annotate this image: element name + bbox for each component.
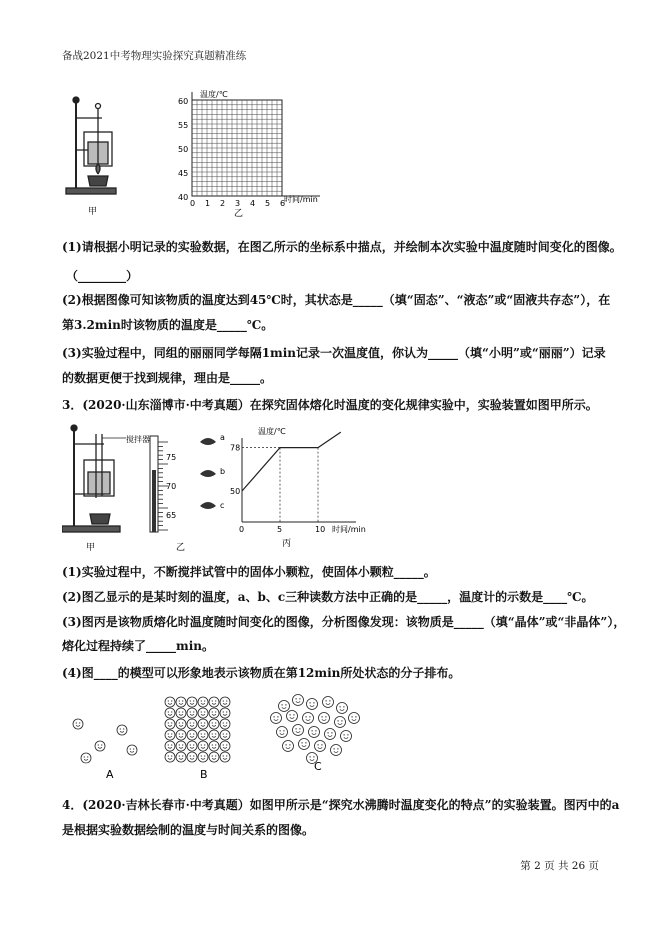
p3-q3-line2: 熔化过程持续了_____min。 <box>62 639 214 653</box>
q3-line1: (3)实验过程中，同组的丽丽同学每隔1min记录一次温度值，你认为_____（填“小明”或“丽丽”）记录 <box>62 346 606 360</box>
problem4-line1: 4．(2020·吉林长春市·中考真题）如图甲所示是“探究水沸腾时温度变化的特点”的实验装置。图丙中的a <box>62 798 620 812</box>
molecule-icon <box>323 697 334 708</box>
fig1-y-tick: 50 <box>178 145 189 154</box>
q1-line1: (1)请根据小明记录的实验数据，在图乙所示的坐标系中描点，并绘制本次实验中温度随时间变化的图像。 <box>62 240 622 254</box>
molecule-icon <box>73 719 83 729</box>
molecule-icon <box>187 708 197 718</box>
molecule-icon <box>165 719 175 729</box>
molecule-icon <box>176 730 186 740</box>
eye-label: c <box>220 501 225 510</box>
molecule-icon <box>187 697 197 707</box>
molecule-icon <box>209 752 219 762</box>
fig2-label-jia: 甲 <box>86 543 96 553</box>
molecule-icon <box>198 708 208 718</box>
molecule-icon <box>176 697 186 707</box>
p3-q3-line1: (3)图丙是该物质熔化时温度随时间变化的图像，分析图像发现：该物质是_____（填“晶体”或“非晶体”）， <box>62 615 626 629</box>
molecule-icon <box>198 719 208 729</box>
fig1-x-tick: 3 <box>235 199 241 208</box>
thermometer-tick-label: 75 <box>166 453 177 462</box>
molecule-icon <box>315 741 326 752</box>
model-c-liquid <box>271 695 360 764</box>
molecule-icon <box>95 741 105 751</box>
q2-line2: 第3.2min时该物质的温度是_____℃。 <box>62 318 274 332</box>
molecule-icon <box>176 719 186 729</box>
fig1-x-axis-label: 时间/min <box>284 195 318 204</box>
molecule-icon <box>335 717 346 728</box>
molecule-icon <box>220 752 230 762</box>
fig2-label-yi: 乙 <box>176 543 186 553</box>
molecule-icon <box>165 741 175 751</box>
molecule-icon <box>220 708 230 718</box>
temperature-grid <box>192 92 320 196</box>
page-header: 备战2021中考物理实验探究真题精准练 <box>62 50 247 62</box>
molecule-icon <box>198 697 208 707</box>
fig1-x-tick: 2 <box>220 199 226 208</box>
molecule-icon <box>220 730 230 740</box>
melting-graph <box>242 432 356 522</box>
molecule-icon <box>187 741 197 751</box>
fig1-x-tick: 6 <box>280 199 286 208</box>
molecule-icon <box>187 719 197 729</box>
graph-x-tick: 10 <box>315 525 326 534</box>
molecule-icon <box>187 730 197 740</box>
molecule-icon <box>176 708 186 718</box>
molecule-icon <box>176 741 186 751</box>
fig2-stirrer-label: 搅拌器 <box>126 435 150 444</box>
fig1-y-tick: 55 <box>178 121 189 130</box>
fig1-x-tick: 4 <box>250 199 256 208</box>
molecule-icon <box>117 725 127 735</box>
fig1-x-tick: 0 <box>190 199 196 208</box>
molecule-icon <box>81 753 91 763</box>
molecule-icon <box>220 697 230 707</box>
thermometer-tick-label: 70 <box>166 482 177 491</box>
p3-q4: (4)图____的模型可以形象地表示该物质在第12min所处状态的分子排布。 <box>62 666 461 680</box>
molecule-models <box>62 688 372 784</box>
fig1-x-tick: 5 <box>265 199 271 208</box>
molecule-icon <box>279 701 290 712</box>
molecule-icon <box>209 697 219 707</box>
melting-apparatus-drawing <box>62 425 126 532</box>
figure-1 <box>62 88 332 223</box>
eye-icon <box>200 470 216 477</box>
problem4-line2: 是根据实验数据绘制的温度与时间关系的图像。 <box>62 823 315 837</box>
thermometer-tick-label: 65 <box>166 511 177 520</box>
q3-line2: 的数据更便于找到规律，理由是_____。 <box>62 371 273 385</box>
heating-apparatus-drawing <box>66 97 116 194</box>
eye-label: b <box>220 467 226 476</box>
fig1-y-axis-label: 温度/℃ <box>200 90 228 99</box>
molecule-icon <box>198 741 208 751</box>
molecule-icon <box>277 727 288 738</box>
graph-x-axis-label: 时间/min <box>332 525 366 534</box>
molecule-icon <box>283 741 294 752</box>
fig1-label-yi: 乙 <box>234 209 244 219</box>
fig1-x-tick: 1 <box>205 199 211 208</box>
eye-label: a <box>220 433 225 442</box>
molecule-icon <box>209 708 219 718</box>
molecule-icon <box>287 711 298 722</box>
model-label-b: B <box>200 768 208 781</box>
page-footer: 第 2 页 共 26 页 <box>520 860 599 872</box>
problem3-title: 3．(2020·山东淄博市·中考真题）在探究固体熔化时温度的变化规律实验中，实验装置如图甲所示。 <box>62 398 598 412</box>
molecule-icon <box>165 752 175 762</box>
fig1-y-tick: 40 <box>178 193 189 202</box>
model-a-gas <box>73 719 137 763</box>
graph-y-axis-label: 温度/℃ <box>258 427 286 436</box>
molecule-icon <box>198 752 208 762</box>
eye-icon <box>200 438 216 445</box>
q2-line1: (2)根据图像可知该物质的温度达到45℃时，其状态是_____（填“固态”、“液态”或“固液共存态”），在 <box>62 293 611 307</box>
molecule-icon <box>337 703 348 714</box>
graph-line <box>242 432 341 491</box>
figure-2 <box>62 418 372 553</box>
graph-y-tick: 50 <box>230 487 241 496</box>
model-b-solid <box>165 697 230 762</box>
molecule-icon <box>331 745 342 756</box>
molecule-icon <box>293 725 304 736</box>
fig1-y-tick: 60 <box>178 97 189 106</box>
graph-x-tick: 0 <box>239 525 245 534</box>
molecule-icon <box>165 708 175 718</box>
molecule-icon <box>165 730 175 740</box>
graph-x-tick: 5 <box>277 525 283 534</box>
molecule-icon <box>220 719 230 729</box>
molecule-icon <box>209 719 219 729</box>
model-label-c: C <box>314 760 322 773</box>
molecule-icon <box>127 745 137 755</box>
molecule-icon <box>209 730 219 740</box>
molecule-icon <box>209 741 219 751</box>
molecule-icon <box>187 752 197 762</box>
molecule-icon <box>307 699 318 710</box>
molecule-icon <box>349 713 360 724</box>
graph-y-tick: 78 <box>230 443 241 453</box>
p3-q2: (2)图乙显示的是某时刻的温度，a、b、c三种读数方法中正确的是_____，温度计的示数是____℃。 <box>62 590 594 604</box>
molecule-icon <box>220 741 230 751</box>
molecule-icon <box>271 713 282 724</box>
molecule-icon <box>325 729 336 740</box>
fig1-label-jia: 甲 <box>88 207 98 217</box>
p3-q1: (1)实验过程中，不断搅拌试管中的固体小颗粒，使固体小颗粒_____。 <box>62 565 436 579</box>
molecule-icon <box>176 752 186 762</box>
molecule-icon <box>309 727 320 738</box>
fig1-y-tick: 45 <box>178 169 189 178</box>
eye-icon <box>200 502 216 509</box>
molecule-icon <box>299 739 310 750</box>
molecule-icon <box>341 731 352 742</box>
q1-answer-blank: （________） <box>66 269 139 283</box>
fig2-label-bing: 丙 <box>282 539 292 549</box>
molecule-icon <box>319 713 330 724</box>
model-label-a: A <box>106 768 114 781</box>
molecule-icon <box>293 695 304 706</box>
molecule-icon <box>303 713 314 724</box>
molecule-icon <box>198 730 208 740</box>
molecule-icon <box>165 697 175 707</box>
